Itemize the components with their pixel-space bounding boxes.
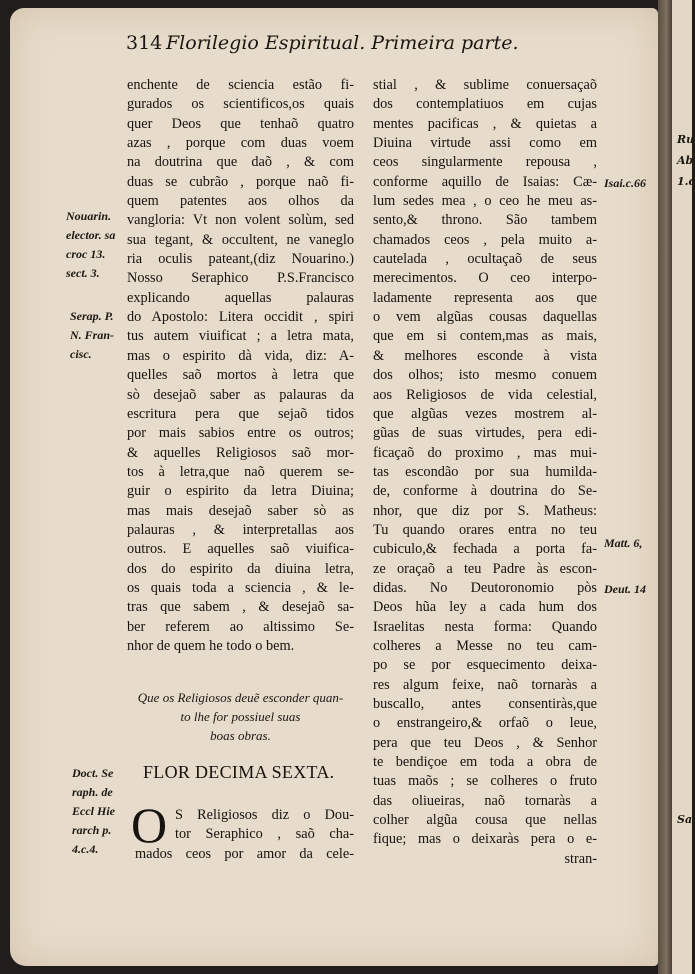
text-line: Israelitas nesta forma: Quando bbox=[373, 618, 597, 635]
text-line: & aquelles Religiosos saõ mor- bbox=[127, 444, 354, 461]
summary-line: boas obras. bbox=[210, 728, 271, 743]
text-line: mas o espirito dà vida, diz: A- bbox=[127, 347, 354, 364]
text-line: sento,& throno. São tambem bbox=[373, 212, 597, 229]
text-line: te bendiçoe em toda a obra de bbox=[373, 754, 597, 771]
running-title: Florilegio Espiritual. Primeira parte. bbox=[166, 32, 519, 54]
left-column bbox=[127, 76, 354, 656]
text-line: stial , & sublime conuersaçaõ bbox=[373, 77, 597, 93]
page-number: 314 bbox=[126, 32, 163, 54]
text-line: o enstrangeiro,& orfaõ o leue, bbox=[373, 715, 597, 732]
text-line: Tu quando orares entra no teu bbox=[373, 521, 597, 538]
margin-note-line: raph. de bbox=[72, 785, 113, 799]
text-line: azas , porque com duas voem bbox=[127, 135, 354, 152]
text-line: por mais sabios entre os outros; bbox=[127, 425, 354, 442]
margin-note-line: Nouarin. bbox=[66, 209, 112, 223]
summary-line: to lhe for possiuel suas bbox=[180, 709, 301, 724]
margin-note-line: rarch p. bbox=[72, 823, 112, 837]
text-line: fique; mas o deixaràs pera o e- bbox=[373, 831, 597, 848]
chapter-summary bbox=[127, 688, 354, 745]
text-line: vangloria: Vt non volent solùm, sed bbox=[127, 212, 354, 229]
text-line: sua tegant, & occultent, ne vaneglo bbox=[127, 231, 354, 248]
margin-note-line: croc 13. bbox=[66, 247, 106, 261]
text-line: nhor de quem he todo o bem. bbox=[127, 637, 295, 654]
margin-note-line: Doct. Se bbox=[72, 766, 114, 780]
text-line: lum sedes mea , o ceo he meu as- bbox=[373, 193, 597, 210]
next-page-note: Ab bbox=[677, 154, 694, 167]
margin-note-line: 4.c.4. bbox=[72, 842, 99, 856]
text-line: colheres a Messe no teu cam- bbox=[373, 637, 597, 654]
text-line: conforme aquillo de Isaias: Cæ- bbox=[373, 173, 597, 190]
margin-note-line: elector. sa bbox=[66, 228, 116, 242]
text-line: chamados ceos , pela muito a- bbox=[373, 231, 597, 248]
text-line: S Religiosos diz o Dou- bbox=[175, 807, 354, 823]
text-line: tus autem viuificat ; a letra mata, bbox=[127, 328, 354, 345]
drop-cap-text bbox=[175, 806, 354, 845]
text-line: buscallo, antes consentiràs,que bbox=[373, 696, 597, 712]
text-line: ladamente representa aos que bbox=[373, 289, 597, 306]
drop-cap: O bbox=[131, 797, 168, 853]
margin-note-doct bbox=[72, 764, 115, 859]
text-line: mas mais desejaõ saber sò as bbox=[127, 502, 354, 519]
margin-note-line: N. Fran- bbox=[70, 328, 115, 342]
text-line: das oliueiras, naõ tornaràs a bbox=[373, 792, 597, 809]
text-line: tras que sabem , & desejaõ sa- bbox=[127, 599, 354, 616]
text-line: sò desejaõ saber as palauras da bbox=[127, 386, 354, 403]
text-line: nhor, que diz por S. Matheus: bbox=[373, 502, 597, 519]
text-line: merecimentos. O ceo interpo- bbox=[373, 270, 597, 287]
text-line: tas escondão por sua humilda- bbox=[373, 463, 597, 480]
text-line: tuas maõs ; se colheres o fruto bbox=[373, 773, 597, 790]
next-page-note: Sa bbox=[677, 813, 693, 826]
margin-note-nouarin bbox=[66, 207, 115, 283]
text-line: o vem algũas cousas daquellas bbox=[373, 309, 597, 326]
text-line: ber referem ao altissimo Se- bbox=[127, 618, 354, 635]
text-line: cubiculo,& fechada a porta fa- bbox=[373, 541, 597, 558]
margin-note-isaias: Isai.c.66 bbox=[604, 176, 646, 190]
text-line: os quais toda a sciencia , & le- bbox=[127, 579, 354, 596]
text-line: mados ceos por amor da cele- bbox=[135, 846, 354, 862]
text-line: didas. No Deutoronomio pòs bbox=[373, 579, 597, 596]
book-gutter bbox=[658, 0, 672, 974]
text-line: tor Seraphico , saõ cha- bbox=[175, 826, 354, 843]
text-line: palauras , & interpretallas aos bbox=[127, 521, 354, 538]
text-line: do Apostolo: Litera occidit , spiri bbox=[127, 309, 354, 326]
text-line: ria oculis pateant,(diz Nouarino.) bbox=[127, 251, 354, 268]
margin-note-matthew: Matt. 6, bbox=[604, 536, 643, 550]
text-line: gurados os scientificos,os quais bbox=[127, 96, 354, 113]
margin-note-deuteronomy: Deut. 14 bbox=[604, 582, 646, 596]
text-line: Nosso Seraphico P.S.Francisco bbox=[127, 270, 354, 287]
text-line: ceos singularmente repousa , bbox=[373, 154, 597, 171]
text-line: ze oraçaõ a teu Padre às escon- bbox=[373, 560, 597, 577]
text-line: pera que teu Deos , & Senhor bbox=[373, 734, 597, 751]
text-line: na doutrina que daõ , & com bbox=[127, 154, 354, 171]
text-line: guir o espirito da letra Diuina; bbox=[127, 483, 354, 500]
text-line: dos do espirito da diuina letra, bbox=[127, 560, 354, 577]
summary-line: Que os Religiosos deuẽ esconder quan- bbox=[137, 690, 344, 705]
text-line: res algum feixe, naõ tornaràs a bbox=[373, 676, 597, 693]
text-line: enchente de sciencia estão fi- bbox=[127, 77, 354, 93]
text-line: tos à letra,que naõ querem se- bbox=[127, 463, 354, 480]
text-line: ficaçaõ do proximo , mas mui- bbox=[373, 444, 597, 461]
text-line: & melhores esconde à vista bbox=[373, 347, 597, 364]
text-line: que algũas vezes mostrem al- bbox=[373, 405, 597, 422]
text-line: po se por esquecimento deixa- bbox=[373, 657, 597, 674]
text-line: cautelada , ocultaçaõ de seus bbox=[373, 251, 597, 268]
text-line: outros. E aquelles saõ viuifica- bbox=[127, 541, 354, 558]
right-column bbox=[373, 76, 597, 869]
margin-note-line: sect. 3. bbox=[66, 266, 100, 280]
margin-note-line: Eccl Hie bbox=[72, 804, 115, 818]
text-line: quer Deos que tenhaõ quatro bbox=[127, 115, 354, 132]
text-line: gũas de suas virtudes, pera edi- bbox=[373, 425, 597, 442]
text-line: que em si contem,mas as mais, bbox=[373, 328, 597, 345]
text-line: mentes pacificas , & quietas a bbox=[373, 115, 597, 132]
text-line: explicando aquellas palauras bbox=[127, 289, 354, 306]
text-line: stran- bbox=[564, 850, 597, 867]
margin-note-serap bbox=[70, 307, 114, 364]
next-page-note: 1.c bbox=[677, 175, 695, 188]
text-line: de, conforme à doutrina do Se- bbox=[373, 483, 597, 500]
margin-note-line: Serap. P. bbox=[70, 309, 114, 323]
text-line: colher algũa cousa que nellas bbox=[373, 812, 597, 829]
text-line: escritura pera que sejaõ tidos bbox=[127, 405, 354, 422]
text-line: duas se cubrão , porque naõ fi- bbox=[127, 173, 354, 190]
text-line: Diuina virtude assi como em bbox=[373, 135, 597, 152]
text-line: quem patentes aos olhos da bbox=[127, 193, 354, 210]
chapter-heading: FLOR DECIMA SEXTA. bbox=[143, 762, 335, 782]
text-line: quelles saõ mortos à letra que bbox=[127, 367, 354, 384]
text-line: Deos hũa ley a cada hum dos bbox=[373, 599, 597, 616]
text-line: dos olhos; isto mesmo conuem bbox=[373, 367, 597, 384]
text-line: dos contemplatiuos em cujas bbox=[373, 96, 597, 113]
margin-note-line: cisc. bbox=[70, 347, 92, 361]
text-line: aos Religiosos de vida celestial, bbox=[373, 386, 597, 403]
next-page-note: Ru bbox=[677, 133, 695, 146]
